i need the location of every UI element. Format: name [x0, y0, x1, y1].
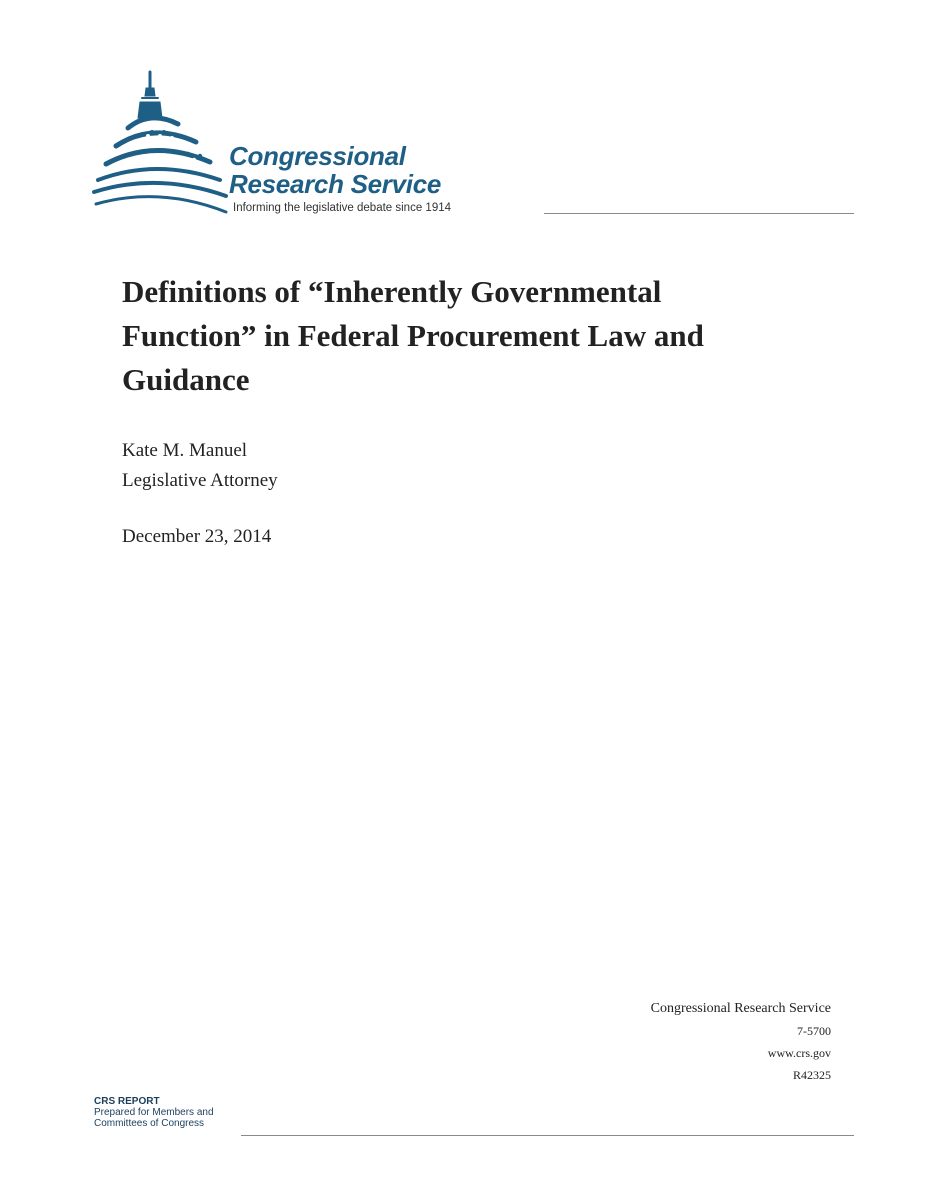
- crs-report-label: [94, 1096, 214, 1129]
- publisher-website: www.crs.gov: [767, 1046, 831, 1060]
- brand-name: [229, 142, 441, 198]
- author-role: Legislative Attorney: [122, 470, 278, 491]
- publisher-organization: Congressional Research Service: [650, 1001, 831, 1016]
- header-divider: [544, 213, 854, 214]
- report-date: December 23, 2014: [122, 526, 272, 547]
- publisher-info: [651, 998, 831, 1086]
- brand-name-line2: Research Service: [229, 169, 442, 199]
- publisher-number: 7-5700: [797, 1024, 831, 1038]
- report-id: R42325: [792, 1068, 831, 1082]
- report-label-line2: Committees of Congress: [94, 1118, 205, 1129]
- report-title: Definitions of “Inherently Governmental Function” in Federal Procurement Law and Guidance: [122, 274, 704, 397]
- brand-name-line1: Congressional: [229, 141, 406, 171]
- report-label-heading: CRS REPORT: [94, 1096, 160, 1107]
- report-label-line1: Prepared for Members and: [94, 1107, 214, 1118]
- author-name: Kate M. Manuel: [122, 440, 248, 461]
- brand-tagline: Informing the legislative debate since 1914: [233, 202, 452, 214]
- footer-divider: [241, 1135, 854, 1136]
- crs-capitol-dome-logo: [92, 66, 232, 218]
